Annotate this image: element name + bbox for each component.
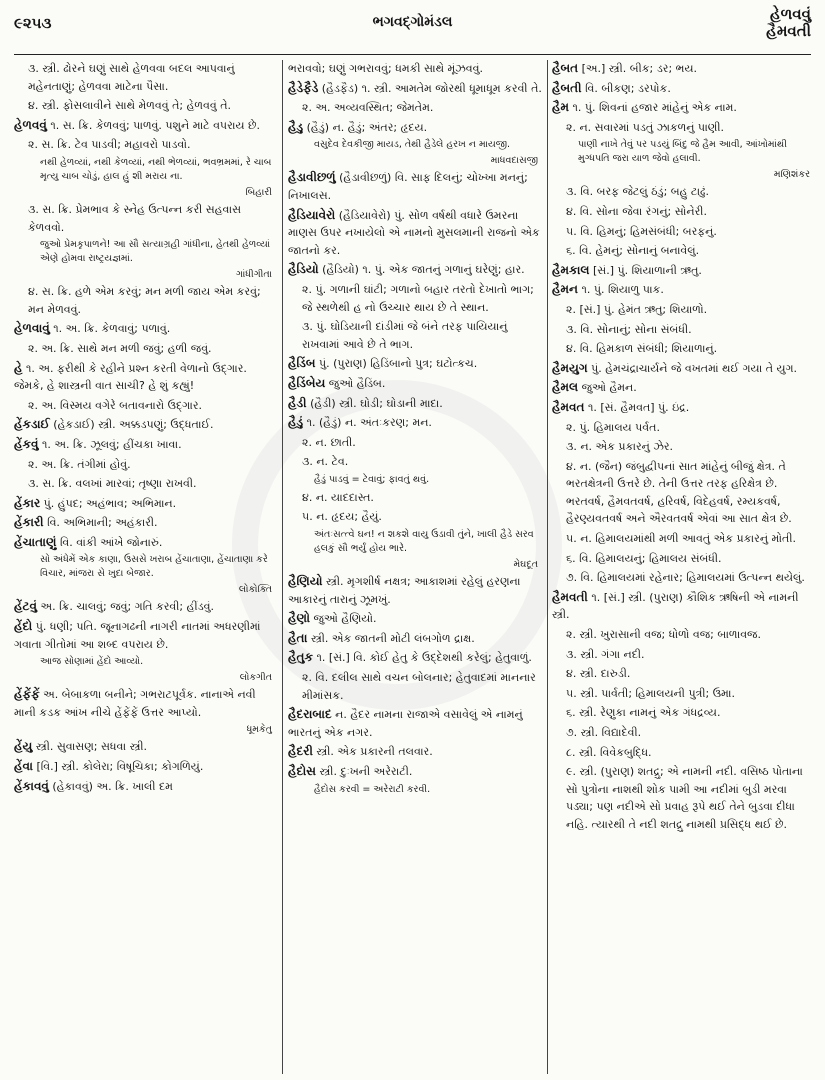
entry-sense [288, 669, 542, 704]
entry-sense [552, 419, 814, 437]
entry-sense [552, 183, 814, 201]
quote-source [14, 671, 276, 684]
entry-text: ૫. ન. હૃદય; હૈયું. [302, 510, 382, 524]
quote-source [288, 558, 542, 571]
dictionary-entry [288, 573, 542, 608]
entry-text: ૧. પું. શિવનાં હજાર માંહેનું એક નામ. [572, 101, 737, 115]
headword: હેળવવું [14, 117, 47, 132]
entry-text: વસુદેવ દેવકીજી માયડ, તેથી હૈડેલે હરખ ન માયજી. [314, 139, 511, 151]
header-rule [14, 54, 811, 55]
headword: હૈડુ [288, 119, 304, 134]
entry-text: ૧. [સં.] સ્ત્રી. (પુરાણ) કૌશિક ઋષિની એ નામની સ્ત્રી. [552, 590, 799, 622]
entry-text: સો અંધેમેં એક કાણા, ઉસસે ખરાબ હેંચાતાણા, હેંચાતાણા કરે વિચાર, માંજરા સે ખુદા બેજાર. [40, 554, 268, 580]
headword: હૈમ [552, 100, 570, 115]
guide-word-first: હેળવવું [769, 5, 811, 23]
entry-text: (હૈડાવીછળું) વિ. સાફ દિલનું; ચોખ્ખા મનનું; નિખાલસ. [288, 171, 528, 202]
quote-source [14, 268, 276, 281]
dictionary-entry [288, 610, 542, 628]
dictionary-entry [552, 379, 814, 397]
entry-text: ૨. ન. છાતી. [302, 435, 356, 449]
column-3 [552, 60, 814, 1076]
headword: હૈડી [288, 395, 307, 410]
entry-text: (હેકડાઈ) સ્ત્રી. અક્કડપણું; ઉદ્ધતાઈ. [53, 418, 214, 432]
entry-text: (હૈડું) ન. હૈડું; અંતર; હૃદય. [306, 120, 428, 134]
entry-sense [552, 744, 814, 762]
entry-text: સ્ત્રી. એક જાતની મોટી લંબગોળ દ્રાક્ષ. [310, 631, 475, 645]
entry-text: ૨. અ. ક્રિ. સાથે મન મળી જવું; હળી જવું. [28, 341, 212, 355]
entry-sense [552, 626, 814, 644]
entry-text: બિહારી [245, 186, 272, 198]
entry-sense [552, 685, 814, 703]
guide-word-last: હૈમવતી [766, 22, 811, 40]
entry-text: નથી હેળવ્યાં, નથી કેળવ્યાં, નથી ભેળવ્યાં, ભવભ્રમમાં, રે ચાબ મૃત્યુ ચાબ ચોડું, હાલ હું શી મરાય ના. [40, 156, 272, 182]
entry-text: (હૈડી) સ્ત્રી. ઘોડી; ઘોડાની માદા. [310, 396, 443, 410]
dictionary-entry [552, 399, 814, 417]
entry-sense [14, 97, 276, 115]
dictionary-entry [552, 60, 814, 78]
headword: હૈડિંબ [288, 356, 316, 371]
dictionary-entry [288, 261, 542, 279]
dictionary-entry [552, 281, 814, 299]
dictionary-entry [288, 80, 542, 98]
headword: હેંવા [14, 759, 33, 774]
headword: હે [14, 360, 23, 375]
dictionary-entry [14, 360, 276, 395]
entry-text: ૩. સ્ત્રી. ગંગા નદી. [566, 647, 645, 661]
entry-text: ૪. ન. (જૈન) જંબુદ્વીપનાં સાત માંહેનું બીજું ક્ષેત્ર. તે ભરતક્ષેત્રની ઉત્તરે છે. તેની ઉત્તર તરફ હરિક્ષેત્ર છે. ભરતવર્ષ, હૈમવતવર્ષ, હરિવર્ષ, વિદેહવર્ષ, રમ્યકવર્ષ, હૈરણ્યવતવર્ષ અને ઐરવતવર્ષ એવાં આ સાત ક્ષેત્ર છે. [566, 459, 792, 526]
column-1 [14, 60, 276, 1076]
headword: હૈતુક [288, 650, 313, 665]
entry-sense [288, 453, 542, 471]
headword: હૈમવતી [552, 589, 588, 604]
entry-text: ૧. અ. ક્રિ. ઝૂલવું; હીંચકા ખાવા. [41, 437, 182, 451]
dictionary-entry [14, 495, 276, 513]
entry-text: ૬. વિ. હેમનું; સોનાનું બનાવેલું. [566, 244, 700, 258]
dictionary-entry [14, 436, 276, 454]
entry-text: સ્ત્રી. મૃગશીર્ષ નક્ષત્ર; આકાશમાં રહેલું હરણના આકારનું તારાનું ઝૂમખું. [288, 575, 521, 606]
entry-text: (હૈડિયાવેરો) પું. સોળ વર્ષથી વધારે ઉમરના માણસ ઉપર નખાયેલો એ નામનો મુસલમાની રાજનો એક જાતનો કર. [288, 208, 540, 257]
entry-text: (હૈડિયો) ૧. પું. એક જાતનું ગળાનું ઘરેણું; હાર. [322, 263, 525, 277]
headword: હૈડિંબેય [288, 375, 326, 390]
entry-text: અંતઃસત્ત્વે ઘન! ન શકશે વાયુ ઉડાવી તુંને, ખાલી હૈડે સરવ હલકું સૌ ભર્યું હોય ભારે. [314, 529, 534, 555]
headword: હૈદરાબાદ [288, 707, 332, 722]
entry-sense [552, 438, 814, 456]
entry-text: ૬. વિ. હિમાલયનું; હિમાલય સંબંધી. [566, 551, 722, 565]
headword: હેંદો [14, 619, 33, 634]
quote-source [14, 723, 276, 736]
quotation [288, 138, 542, 152]
column-2 [288, 60, 542, 1076]
entry-text: ૪. વિ. હિમકાળ સંબંધી; શિયાળાનું. [566, 342, 718, 356]
entry-text: ૨. વિ. દલીલ સાથે વચન બોલનાર; હેતુવાદમાં માનનાર મીમાંસક. [302, 671, 536, 702]
dictionary-entry [14, 778, 276, 796]
entry-sense [552, 704, 814, 722]
entry-text: હૈડું પાડવું = ટેવાવું; ફાવતું થવું. [314, 473, 430, 485]
entry-text: ૫. ન. હિમાલયમાંથી મળી આવતું એક પ્રકારનું મોતી. [566, 532, 796, 546]
entry-text: [વિ.] સ્ત્રી. કોલેરા; વિષૂચિકા; કોગળિયું. [36, 760, 204, 774]
entry-text: ૩. ન. ટેવ. [302, 455, 349, 469]
dictionary-entry [14, 686, 276, 721]
entry-text: પાણી નાખે તેવું પર પડયું બિંદુ જે હૈમ આવી, આંખોમાંથી મુગ્ધપતિ જરા યાળ જેવો હલાવી. [578, 139, 787, 165]
dictionary-entry [14, 117, 276, 135]
dictionary-entry [14, 738, 276, 756]
guide-words [766, 6, 811, 40]
headword: હૈમલ [552, 380, 579, 395]
entry-text: ૧. પું. શિયાળુ પાક. [581, 283, 664, 297]
entry-text: [અ.] સ્ત્રી. બીક; ડર; ભય. [581, 62, 697, 75]
entry-sense [14, 283, 276, 318]
headword: હૈતા [288, 630, 308, 645]
headword: હૈણિયો [288, 574, 323, 589]
page-number: ૯૨૫૩ [14, 14, 52, 32]
headword: હેંચાતાણું [14, 534, 57, 549]
entry-sense [288, 318, 542, 353]
entry-sense [288, 489, 542, 507]
entry-text: ૭. વિ. હિમાલયમાં રહેનાર; હિમાલયમાં ઉત્પન્ન થયેલું. [566, 571, 805, 585]
entry-text: [સં.] પું. શિયાળાની ઋતુ. [593, 263, 702, 277]
quotation [14, 655, 276, 669]
dictionary-entry [14, 320, 276, 338]
entry-sense [14, 456, 276, 474]
entry-text: પું. હેમચંદ્રાચાર્યને જે વખતમાં થઈ ગયા તે યુગ. [591, 361, 798, 375]
dictionary-entry [288, 706, 542, 741]
entry-text: ૩. વિ. સોનાનું; સોના સંબંધી. [566, 322, 692, 336]
entry-text: ૪. સ્ત્રી. દારુડી. [566, 667, 631, 681]
entry-text: ૩. સ. ક્રિ. વલખાં મારવાં; તૃષ્ણા રાખવી. [28, 477, 197, 491]
entry-text: ૯. સ્ત્રી. (પુરાણ) શતદ્રુ; એ નામની નદી. વસિષ્ઠ પોતાના સો પુત્રોના નાશથી શોક પામી આ નદીમાં બુડી મરવા પડ્યા; પણ નદીએ સો પ્રવાહ રૂપે થઈ તેને બુડવા દીધા નહિ. ત્યારથી તે નદી શતદ્રુ નામથી પ્રસિદ્ધ થઈ છે. [566, 765, 803, 831]
entry-text: ૨. [સં.] પું. હેમંત ઋતુ; શિયાળો. [566, 302, 708, 316]
entry-text: જુઓ હૈડિંબ. [328, 376, 386, 390]
entry-sense [14, 340, 276, 358]
entry-sense [288, 60, 542, 78]
headword: હૈડેફૈડે [288, 80, 319, 95]
dictionary-entry [288, 207, 542, 260]
quotation [14, 238, 276, 266]
column-divider [547, 60, 548, 1074]
entry-text: ૪. સ. ક્રિ. હળે એમ કરવું; મન મળી જાય એમ કરવું; મન મેળવવું. [28, 285, 261, 316]
headword: હૈડાવીછળુંં [288, 170, 336, 185]
dictionary-entry [552, 360, 814, 378]
entry-text: અ. ક્રિ. ચાલવું; જવું; ગતિ કરવી; હીંડવું. [40, 600, 214, 614]
headword: હેંકવું [14, 436, 39, 451]
entry-text: ૧. સ. ક્રિ. કેળવવું; પાળવું. પશુને માટે વપરાય છે. [50, 118, 260, 132]
dictionary-entry [288, 743, 542, 761]
entry-text: મણિશંકર [773, 169, 810, 181]
dictionary-entry [288, 649, 542, 667]
entry-text: ૩. સ્ત્રી. ઢોરને ઘણું સાથે હેળવવા બદલ આપવાનું મહેનતાણું; હેળવવા માટેના પૈસા. [28, 62, 235, 93]
entry-text: ૭. સ્ત્રી. વિદ્યાદેવી. [566, 726, 642, 739]
headword: હૈદરી [288, 744, 313, 759]
entry-text: ન. હૈદર નામના રાજાએ વસાવેલું એ નામનું ભારતનું એક નગર. [288, 708, 523, 739]
entry-sense [552, 242, 814, 260]
entry-text: ૨. સ. ક્રિ. ટેવ પાડવી; મહાવરો પાડવો. [28, 138, 191, 152]
entry-text: આજ સોણામાં હેંદો આવ્યો. [40, 656, 144, 668]
entry-sense [288, 281, 542, 316]
quotation [14, 156, 276, 184]
entry-text: સ્ત્રી. સુવાસણ; સધવા સ્ત્રી. [35, 740, 148, 754]
headword: હૈડિયો [288, 262, 319, 277]
dictionary-entry [288, 119, 542, 137]
entry-text: લોકોક્તિ [238, 584, 272, 596]
entry-sense [552, 763, 814, 833]
dictionary-entry [552, 99, 814, 117]
entry-sense [552, 223, 814, 241]
entry-sense [552, 321, 814, 339]
headword: હૈમન [552, 282, 578, 297]
entry-text: (હૈડફૈડ) ૧. સ્ત્રી. આમતેમ જોરથી ધૂમાધૂમ કરવી તે. [321, 81, 542, 95]
dictionary-entry [14, 514, 276, 532]
quotation [14, 553, 276, 581]
headword: હેંકાર [14, 495, 41, 510]
book-title: ભગવદ્ગોમંડલ [372, 14, 453, 30]
entry-text: ૨. અ. અવ્યવસ્થિત; જેમતેમ. [302, 101, 434, 115]
entry-text: વિ. વાંકી આંખે જોનારું. [59, 535, 163, 549]
entry-sense [552, 665, 814, 683]
entry-text: ૨. અ. ક્રિ. તંગીમાં હોવું. [28, 457, 131, 471]
dictionary-entry [288, 763, 542, 781]
entry-text: ગાંધીગીતા [236, 269, 272, 281]
entry-text: ૨. અ. વિસ્મય વગેરે બતાવનારો ઉદ્ગાર. [28, 398, 203, 412]
entry-sense [288, 434, 542, 452]
entry-sense [552, 724, 814, 742]
entry-text: ૩. સ. ક્રિ. પ્રેમભાવ કે સ્નેહ ઉત્પન્ન કરી સહવાસ કેળવવો. [28, 202, 241, 234]
entry-text: ૬. સ્ત્રી. રેણુકા નામનું એક ગંધદ્રવ્ય. [566, 706, 721, 720]
dictionary-entry [14, 598, 276, 616]
entry-text: લોકગીત [239, 672, 272, 684]
headword: હેંકારી [14, 515, 44, 530]
entry-sense [14, 201, 276, 236]
entry-text: ૧. [સં.] વિ. કોઈ હેતુ કે ઉદ્દેશથી કરેલું; હેતુવાળું. [316, 651, 532, 665]
entry-sense [552, 646, 814, 664]
entry-text: વિ. અભિમાની; અહંકારી. [47, 516, 158, 530]
entry-sense [288, 508, 542, 526]
column-divider [282, 60, 283, 1074]
dictionary-entry [14, 416, 276, 434]
dictionary-entry [288, 395, 542, 413]
entry-sense [552, 530, 814, 548]
quotation [288, 783, 542, 797]
quotation [288, 528, 542, 556]
entry-sense [552, 550, 814, 568]
headword: હૈદોસ [288, 764, 316, 778]
entry-text: ૩. પું. ઘોડિયાની દાંડીમાં જે બંને તરફ પાયિયાનું રાખવામાં આવે છે તે ભાગ. [302, 320, 508, 351]
quote-source [288, 154, 542, 167]
dictionary-entry [288, 169, 542, 204]
headword: હેંકાવવું [14, 778, 49, 793]
headword: હૈબત [552, 61, 579, 75]
entry-text: હૈદોસ કરવી = અરેરાટી કરવી. [314, 783, 431, 795]
dictionary-entry [288, 355, 542, 373]
entry-sense [552, 340, 814, 358]
entry-text: (હેકાવવું) અ. ક્રિ. ખાલી દમ [52, 779, 173, 793]
headword: હૈમયુગ [552, 360, 588, 375]
dictionary-entry [14, 534, 276, 552]
entry-text: પું. ધણી; પતિ. જૂનાગઢની નાગરી નાતમાં અધરણીમાં ગવાતા ગીતોમાં આ શબ્દ વપરાય છે. [14, 620, 261, 651]
headword: હેંફેંફેં [14, 687, 40, 702]
entry-text: ૩. વિ. બરફ જેટલું ઠંડું; બહુ ટાઢું. [566, 185, 709, 199]
entry-text: ૫. સ્ત્રી. પાર્વતી; હિમાલયની પુત્રી; ઉમા. [566, 686, 735, 700]
dictionary-entry [552, 80, 814, 98]
entry-sense [14, 136, 276, 154]
dictionary-entry [14, 618, 276, 653]
headword: હેંયુ [14, 739, 33, 754]
entry-sense [552, 119, 814, 137]
entry-sense [552, 569, 814, 587]
headword: હેંટવું [14, 599, 37, 614]
entry-text: ૫. વિ. હિમનું; હિમસંબંધી; બરફનું. [566, 224, 717, 238]
entry-text: જુઓ હૈમન. [581, 381, 637, 395]
dictionary-entry [552, 589, 814, 624]
entry-text: ધૂમકેતુ [246, 724, 272, 736]
headword: હૈડિયાવેરો [288, 207, 336, 222]
entry-text: ૪. સ્ત્રી. ફોસલાવીને સાથે મેળવવું તે; હેળવવું તે. [28, 99, 231, 113]
headword: હૈડું [288, 415, 304, 430]
headword: હૈમકાલ [552, 262, 590, 277]
entry-text: સ્ત્રી. દુઃખની અરેરાટી. [319, 765, 413, 778]
entry-text: માધવદાસજી [490, 155, 538, 167]
headword: હૈબતી [552, 80, 582, 95]
entry-text: સ્ત્રી. એક પ્રકારની તલવાર. [316, 745, 433, 759]
entry-sense [552, 203, 814, 221]
entry-text: મેઘદૂત [513, 559, 538, 571]
entry-sense [14, 60, 276, 95]
entry-text: અ. બેબાકળા બનીને; ગભરાટપૂર્વક. નાનાએ નવી માની કડક આંખ નીચે હેંફેંફેં ઉત્તર આપ્યો. [14, 688, 256, 719]
entry-sense [552, 458, 814, 528]
entry-sense [14, 397, 276, 415]
headword: હેળવાવું [14, 321, 50, 336]
entry-text: ૧. [સં. હૈમવત] પું. ઇંદ્ર. [587, 400, 690, 414]
dictionary-entry [288, 630, 542, 648]
dictionary-entry [552, 262, 814, 280]
headword: હૈણો [288, 611, 310, 626]
entry-text: ૨. સ્ત્રી. ખુરાસાની વજ; ધોળો વજ; બાળાવજ. [566, 628, 761, 642]
quote-source [552, 168, 814, 181]
dictionary-entry [288, 375, 542, 393]
quote-source [14, 583, 276, 596]
entry-text: પું. (પુરાણ) હિડિંબાનો પુત્ર; ઘટોત્કચ. [318, 357, 478, 371]
entry-sense [14, 475, 276, 493]
dictionary-entry [14, 758, 276, 776]
quote-source [14, 186, 276, 199]
entry-text: જુઓ પ્રેમકૃપાળને! આ સૌ સત્યાગ્રહી ગાંધીના, હેતથી હેળવ્યાં એણે હોમવા રાષ્ટ્રયજ્ઞમાં. [40, 239, 271, 265]
entry-sense [288, 99, 542, 117]
entry-text: પું. હુંપદ; અહંભાવ; અભિમાન. [43, 496, 177, 510]
quotation [288, 473, 542, 487]
entry-text: ૮. સ્ત્રી. વિવેકબુદ્ધિ. [566, 745, 652, 759]
quotation [552, 138, 814, 166]
entry-text: ૨. ન. સવારમાં પડતું ઝાકળનું પાણી. [566, 120, 725, 134]
entry-sense [552, 301, 814, 319]
entry-text: ૪. વિ. સોના જેવા રંગનું; સોનેરી. [566, 204, 707, 218]
entry-text: ભરાવવો; ઘણું ગભરાવવું; ધમકી સાથે મૂંઝવવું. [288, 62, 484, 75]
entry-text: ૧. (હૈડું) ન. અંતઃકરણ; મન. [306, 416, 432, 430]
entry-text: ૧. અ. ક્રિ. કેળવાવું; પળાવું. [53, 322, 171, 336]
entry-text: ૩. ન. એક પ્રકારનું ઝેર. [566, 440, 674, 454]
entry-text: ૪. ન. યાદદાસ્ત. [302, 490, 374, 504]
page-header [14, 6, 811, 54]
entry-text: વિ. બીકણ; ડરપોક. [585, 81, 671, 95]
headword: હૈમવત [552, 399, 585, 414]
entry-text: ૨. પું. ગળાની ઘાંટી; ગળાનો બહાર તરતો દેખાતો ભાગ; જે સ્થળેથી હ નો ઉચ્ચાર થાય છે તે સ્થાન. [302, 282, 534, 314]
entry-text: જુઓ હૈણિયો. [313, 612, 377, 626]
entry-text: ૨. પું. હિમાલય પર્વત. [566, 420, 660, 434]
entry-text: ૧. અ. ફરીથી કે રહીને પ્રશ્ન કરતી વેળાનો ઉદ્ગાર. જેમકે, હે શાસ્ત્રની વાત સાચી? હે શું કહ્યું! [14, 361, 247, 393]
dictionary-entry [288, 414, 542, 432]
headword: હેંકડાઈ [14, 417, 50, 432]
